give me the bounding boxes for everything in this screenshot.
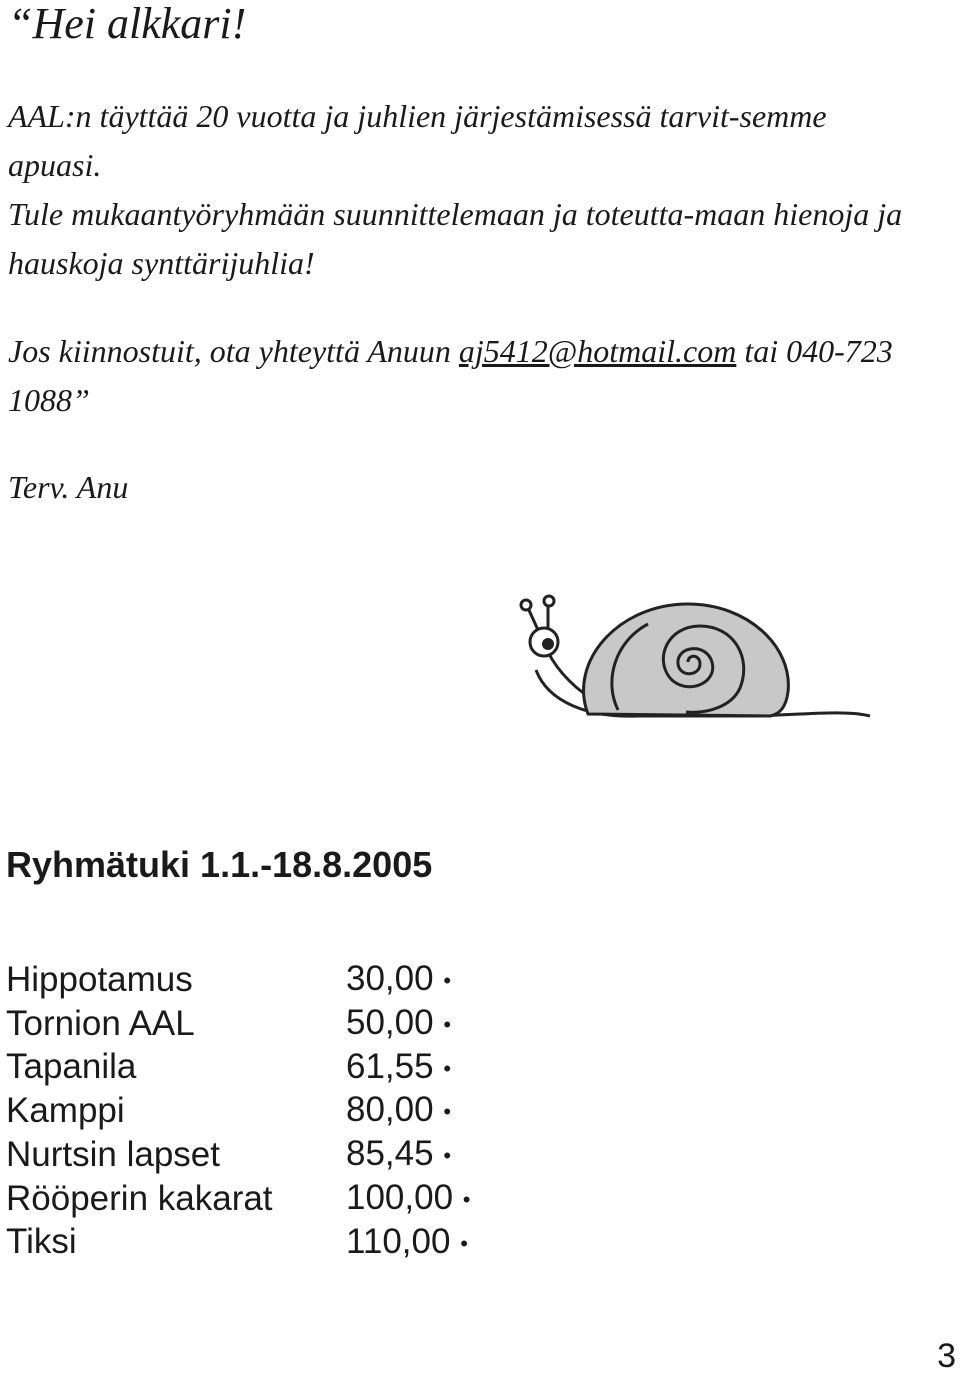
amount-cell bbox=[346, 1177, 471, 1221]
amount-value: 61,55 bbox=[346, 1046, 434, 1086]
group-name: Hippotamus bbox=[6, 959, 193, 999]
amount-value: 80,00 bbox=[346, 1090, 434, 1130]
snail-icon bbox=[508, 592, 878, 732]
amount-value: 50,00 bbox=[346, 1002, 434, 1042]
amount-value: 85,45 bbox=[346, 1134, 434, 1173]
amount-cell bbox=[346, 958, 471, 1002]
group-name: Tapanila bbox=[6, 1047, 137, 1087]
amount-value: 100,00 bbox=[346, 1177, 454, 1217]
group-name: Nurtsin lapset bbox=[6, 1134, 220, 1174]
invitation-paragraph: Tule mukaantyöryhmään suunnittelemaan ja toteutta-maan hienoja ja hauskoja synttärijuhlia! bbox=[8, 196, 903, 281]
bullet-icon: • bbox=[443, 1142, 452, 1168]
bullet-icon: • bbox=[443, 1099, 452, 1124]
greeting-heading: “Hei alkkari! bbox=[8, 0, 247, 48]
amount-cell bbox=[346, 1133, 471, 1177]
contact-prefix: Jos kiinnostuit, ota yhteyttä Anuun bbox=[8, 333, 459, 369]
group-name: Tornion AAL bbox=[6, 1003, 195, 1043]
amount-value: 30,00 bbox=[346, 959, 434, 998]
intro-paragraph: AAL:n täyttää 20 vuotta ja juhlien järjestämisessä tarvit-semme apuasi. bbox=[8, 98, 827, 183]
group-name: Kamppi bbox=[6, 1091, 125, 1131]
table-row bbox=[6, 1002, 471, 1046]
amount-cell bbox=[346, 1221, 471, 1265]
table-row bbox=[6, 1133, 471, 1177]
table-row bbox=[6, 1089, 471, 1133]
table-row bbox=[6, 1221, 471, 1265]
amount-cell bbox=[346, 1089, 471, 1133]
bullet-icon: • bbox=[462, 1186, 471, 1212]
table-row bbox=[6, 1046, 471, 1090]
table-row bbox=[6, 958, 471, 1002]
bullet-icon: • bbox=[460, 1230, 468, 1256]
bullet-icon: • bbox=[443, 1011, 452, 1037]
contact-paragraph bbox=[8, 327, 948, 425]
signature: Terv. Anu bbox=[8, 469, 129, 505]
amount-value: 110,00 bbox=[346, 1221, 451, 1261]
bullet-icon: • bbox=[443, 967, 452, 993]
amount-cell bbox=[346, 1046, 471, 1090]
contact-suffix: tai 040-723 1088” bbox=[8, 333, 893, 418]
email-link[interactable]: aj5412@hotmail.com bbox=[458, 333, 737, 369]
bullet-icon: • bbox=[443, 1055, 452, 1081]
group-name: Tiksi bbox=[6, 1222, 77, 1262]
support-table bbox=[6, 958, 471, 1264]
amount-cell bbox=[346, 1002, 471, 1046]
group-name: Rööperin kakarat bbox=[6, 1178, 273, 1218]
table-row bbox=[6, 1177, 471, 1221]
support-title: Ryhmätuki 1.1.-18.8.2005 bbox=[6, 844, 433, 885]
page-number: 3 bbox=[937, 1337, 956, 1375]
